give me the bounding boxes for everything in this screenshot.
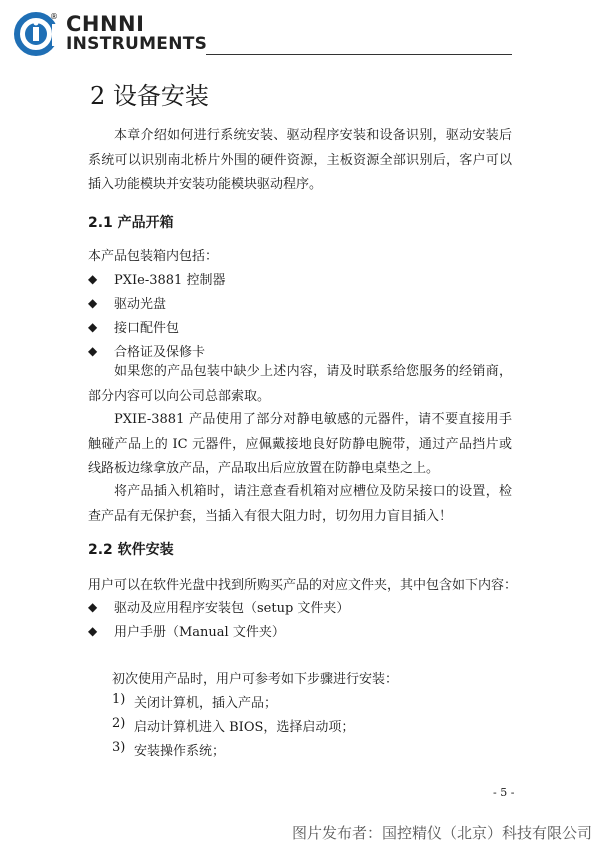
intro-text: 本章介绍如何进行系统安装、驱动程序安装和设备识别，驱动安装后系统可以识别南北桥片外围的硬件资源，主板资源全部识别后，客户可以插入功能模块并安装功能模块驱动程序。 [88,128,512,192]
list-item [88,293,166,312]
esd-paragraph [88,408,512,482]
intro-paragraph [88,124,512,198]
step-number: 3) [112,740,126,755]
install-step [112,716,354,735]
brand-name-line1: CHNNI [66,12,145,36]
step-number: 2) [112,716,126,731]
step-text: 启动计算机进入 BIOS，选择启动项； [134,720,355,735]
list-item-text: 驱动及应用程序安装包（setup 文件夹） [114,601,350,616]
software-lead: 用户可以在软件光盘中找到所购买产品的对应文件夹，其中包含如下内容： [88,578,518,593]
list-item [88,621,285,640]
page-number: - 5 - [493,786,515,799]
section-title-software: 2.2 软件安装 [88,542,174,558]
step-number: 1) [112,692,126,707]
diamond-bullet-icon: ◆ [88,599,98,614]
registered-mark: ® [50,12,58,21]
diamond-bullet-icon: ◆ [88,623,98,638]
chapter-title: 2 设备安装 [90,82,209,110]
diamond-bullet-icon: ◆ [88,295,98,310]
list-item [88,317,179,336]
diamond-bullet-icon: ◆ [88,343,98,358]
step-text: 关闭计算机，插入产品； [134,696,278,711]
list-item [88,597,349,616]
header-divider [206,54,512,55]
brand-name-line2: INSTRUMENTS [66,34,208,54]
diamond-bullet-icon: ◆ [88,271,98,286]
diamond-bullet-icon: ◆ [88,319,98,334]
publisher-watermark: 图片发布者：国控精仪（北京）科技有限公司 [292,824,593,842]
insertion-paragraph [88,480,512,529]
install-step [112,692,277,711]
paragraph-text: 将产品插入机箱时，请注意查看机箱对应槽位及防呆接口的设置，检查产品有无保护套，当插入有很大阻力时，切勿用力盲目插入！ [88,484,512,524]
paragraph-text: PXIE-3881 产品使用了部分对静电敏感的元器件，请不要直接用手触碰产品上的 IC 元器件，应佩戴接地良好防静电腕带，通过产品挡片或线路板边缘拿放产品，产品取出后应放置在防静电桌垫之上。 [88,412,512,476]
section-title-unboxing: 2.1 产品开箱 [88,215,174,231]
list-item-text: 合格证及保修卡 [114,345,206,360]
paragraph-text: 如果您的产品包装中缺少上述内容，请及时联系给您服务的经销商，部分内容可以向公司总部索取。 [88,364,512,404]
list-item [88,269,225,288]
list-item-text: PXIe-3881 控制器 [114,273,226,288]
list-item-text: 用户手册（Manual 文件夹） [114,625,285,640]
steps-lead: 初次使用产品时，用户可参考如下步骤进行安装： [112,672,399,687]
missing-items-paragraph [88,360,512,409]
install-step [112,740,225,759]
list-item-text: 接口配件包 [114,321,180,336]
list-item [88,341,205,360]
list-item-text: 驱动光盘 [114,297,167,312]
unboxing-lead: 本产品包装箱内包括： [88,249,219,264]
ci-logo-icon [14,10,68,56]
step-text: 安装操作系统； [134,744,226,759]
